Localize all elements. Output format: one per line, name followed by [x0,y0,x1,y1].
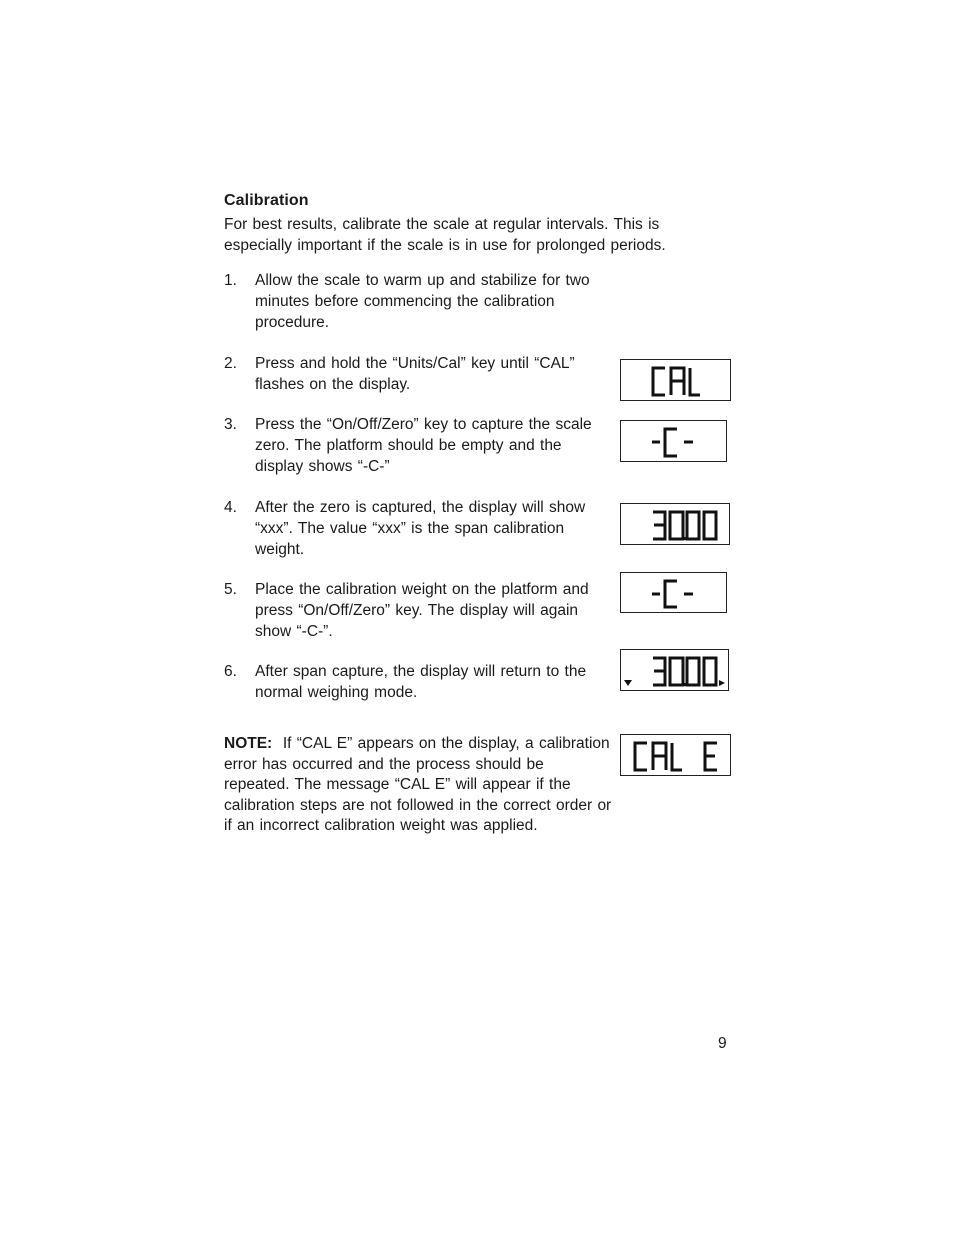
page-number: 9 [718,1035,727,1052]
step-number: 5. [224,581,237,598]
lcd-segments [621,650,730,692]
lcd-segments [621,735,732,777]
lcd-segments [621,573,728,614]
step-number: 1. [224,272,237,289]
lcd-display-weighing-mode [620,649,729,691]
lcd-segments [621,421,728,463]
lcd-display-cal-error [620,734,731,776]
step-number: 4. [224,499,237,516]
step-number: 2. [224,355,237,372]
lcd-segments [621,504,731,546]
lcd-display-cal [620,359,731,401]
step-text: Press the “On/Off/Zero” key to capture the scale zero. The platform should be empty and the display shows “-C-” [255,416,592,475]
intro-paragraph: For best results, calibrate the scale at regular intervals. This is especially important if the scale is in use for prolonged periods. [224,216,666,254]
lcd-segments [621,360,732,402]
step-text: After the zero is captured, the display will show “xxx”. The value “xxx” is the span calibration weight. [255,499,586,558]
note-paragraph [224,734,612,837]
unit-indicator-icon [719,680,725,686]
note-label: NOTE: [224,735,273,752]
lcd-display-c [620,420,727,462]
step-text: Press and hold the “Units/Cal” key until “CAL” flashes on the display. [255,355,575,393]
lcd-display-span-weight [620,503,730,545]
step-number: 3. [224,416,237,433]
note-text: If “CAL E” appears on the display, a calibration error has occurred and the process should be repeated. The message “CAL E” will appear if the calibration steps are not followed in the correct order or if an incorrect calibration weight was applied. [224,735,612,835]
step-number: 6. [224,663,237,680]
step-text: Allow the scale to warm up and stabilize for two minutes before commencing the calibration procedure. [255,272,590,331]
step-text: Place the calibration weight on the platform and press “On/Off/Zero” key. The display will again show “-C-”. [255,581,589,640]
stability-indicator-icon [624,680,632,686]
step-text: After span capture, the display will return to the normal weighing mode. [255,663,587,701]
lcd-display-c-again [620,572,727,613]
section-title: Calibration [224,192,309,209]
